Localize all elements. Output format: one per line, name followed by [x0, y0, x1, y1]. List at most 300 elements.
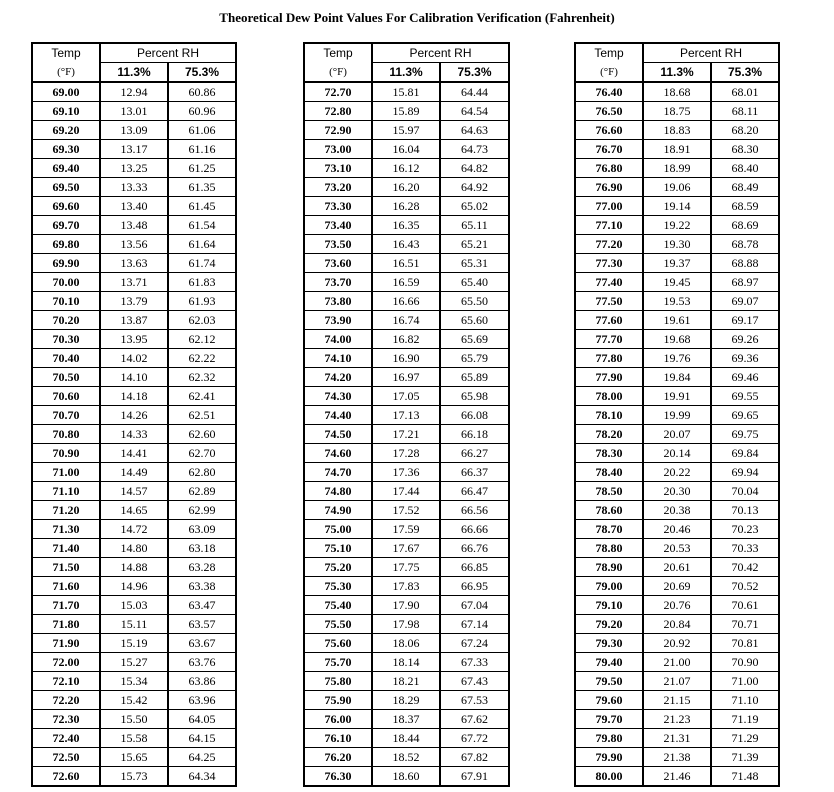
rh-11-cell: 13.01: [100, 102, 168, 121]
rh-75-cell: 67.43: [440, 672, 509, 691]
table-row: [32, 501, 236, 520]
table-row: [575, 444, 779, 463]
table-row: [304, 406, 509, 425]
rh-11-cell: 20.46: [643, 520, 711, 539]
table-row: [304, 463, 509, 482]
temp-cell: 72.40: [32, 729, 100, 748]
rh-75-cell: 63.18: [168, 539, 236, 558]
rh-11-cell: 15.97: [372, 121, 440, 140]
temp-cell: 79.20: [575, 615, 643, 634]
table-row: [32, 539, 236, 558]
temp-cell: 76.50: [575, 102, 643, 121]
temp-cell: 71.30: [32, 520, 100, 539]
rh-75-cell: 61.35: [168, 178, 236, 197]
rh-75-cell: 68.49: [711, 178, 779, 197]
table-row: [32, 387, 236, 406]
table-row: [304, 178, 509, 197]
rh-75-cell: 62.70: [168, 444, 236, 463]
table-row: [304, 425, 509, 444]
temp-cell: 69.40: [32, 159, 100, 178]
rh-75-cell: 63.28: [168, 558, 236, 577]
table-row: [304, 748, 509, 767]
table-row: [32, 653, 236, 672]
rh-11-cell: 13.33: [100, 178, 168, 197]
table-row: [575, 520, 779, 539]
table-row: [32, 102, 236, 121]
temp-cell: 75.40: [304, 596, 372, 615]
rh-75-cell: 69.26: [711, 330, 779, 349]
table-row: [575, 653, 779, 672]
temp-cell: 74.70: [304, 463, 372, 482]
rh-11-cell: 17.21: [372, 425, 440, 444]
rh-11-cell: 17.59: [372, 520, 440, 539]
table-row: [32, 159, 236, 178]
temp-cell: 69.20: [32, 121, 100, 140]
temp-cell: 69.70: [32, 216, 100, 235]
rh-11-cell: 16.82: [372, 330, 440, 349]
rh-11-cell: 20.22: [643, 463, 711, 482]
table-row: [32, 729, 236, 748]
table-row: [304, 140, 509, 159]
rh-75-cell: 67.91: [440, 767, 509, 787]
rh-11-cell: 14.65: [100, 501, 168, 520]
rh-75-cell: 71.10: [711, 691, 779, 710]
rh-75-cell: 62.41: [168, 387, 236, 406]
rh-75-cell: 70.71: [711, 615, 779, 634]
rh-11-cell: 21.15: [643, 691, 711, 710]
rh-75-cell: 70.52: [711, 577, 779, 596]
rh-11-cell: 12.94: [100, 82, 168, 102]
table-row: [32, 463, 236, 482]
rh-75-cell: 70.42: [711, 558, 779, 577]
table-row: [32, 216, 236, 235]
table-row: [304, 387, 509, 406]
rh-11-cell: 15.50: [100, 710, 168, 729]
rh-75-cell: 71.48: [711, 767, 779, 787]
rh-11-cell: 15.34: [100, 672, 168, 691]
table-row: [304, 235, 509, 254]
rh-11-cell: 14.57: [100, 482, 168, 501]
table-row: [575, 330, 779, 349]
rh-75-cell: 63.67: [168, 634, 236, 653]
table-row: [32, 82, 236, 102]
rh-75-cell: 64.54: [440, 102, 509, 121]
rh-11-cell: 15.27: [100, 653, 168, 672]
table-row: [304, 82, 509, 102]
temp-cell: 76.00: [304, 710, 372, 729]
temp-cell: 77.30: [575, 254, 643, 273]
table-row: [304, 159, 509, 178]
table-row: [575, 273, 779, 292]
temp-cell: 72.00: [32, 653, 100, 672]
temp-cell: 76.80: [575, 159, 643, 178]
temp-cell: 72.90: [304, 121, 372, 140]
table-row: [304, 615, 509, 634]
table-row: [304, 330, 509, 349]
table-row: [304, 102, 509, 121]
rh-11-cell: 20.61: [643, 558, 711, 577]
temp-cell: 71.80: [32, 615, 100, 634]
rh-11-cell: 15.42: [100, 691, 168, 710]
rh-75-cell: 67.33: [440, 653, 509, 672]
rh-75-cell: 65.69: [440, 330, 509, 349]
table-row: [575, 235, 779, 254]
temp-cell: 75.50: [304, 615, 372, 634]
rh-75-cell: 61.74: [168, 254, 236, 273]
table-row: [304, 558, 509, 577]
temp-cell: 79.70: [575, 710, 643, 729]
rh-11-cell: 19.53: [643, 292, 711, 311]
rh-11-cell: 19.45: [643, 273, 711, 292]
table-row: [575, 159, 779, 178]
rh-75-cell: 65.02: [440, 197, 509, 216]
rh-11-cell: 18.75: [643, 102, 711, 121]
temp-cell: 69.10: [32, 102, 100, 121]
temp-cell: 73.30: [304, 197, 372, 216]
rh-75-cell: 68.20: [711, 121, 779, 140]
rh-11-cell: 17.90: [372, 596, 440, 615]
table-row: [304, 729, 509, 748]
rh-75-cell: 62.60: [168, 425, 236, 444]
rh-75-cell: 71.00: [711, 672, 779, 691]
rh-75-cell: 63.76: [168, 653, 236, 672]
temp-cell: 78.80: [575, 539, 643, 558]
table-row: [575, 482, 779, 501]
temp-cell: 73.40: [304, 216, 372, 235]
rh-75-cell: 68.69: [711, 216, 779, 235]
temp-cell: 74.30: [304, 387, 372, 406]
rh-11-cell: 21.46: [643, 767, 711, 787]
rh-75-cell: 69.65: [711, 406, 779, 425]
rh-75-cell: 63.96: [168, 691, 236, 710]
table-row: [575, 197, 779, 216]
rh-75-cell: 61.54: [168, 216, 236, 235]
rh-75-cell: 66.56: [440, 501, 509, 520]
temp-unit-header: (°F): [575, 63, 643, 83]
rh-75-cell: 67.53: [440, 691, 509, 710]
rh-11-cell: 20.76: [643, 596, 711, 615]
rh-75-cell: 61.64: [168, 235, 236, 254]
table-row: [575, 672, 779, 691]
temp-cell: 74.10: [304, 349, 372, 368]
temp-cell: 78.00: [575, 387, 643, 406]
rh-75-cell: 63.57: [168, 615, 236, 634]
rh-11-cell: 16.74: [372, 311, 440, 330]
rh-11-cell: 20.14: [643, 444, 711, 463]
rh-75-cell: 69.94: [711, 463, 779, 482]
rh-11-cell: 15.58: [100, 729, 168, 748]
rh-75-cell: 66.66: [440, 520, 509, 539]
table-row: [575, 102, 779, 121]
table-row: [575, 615, 779, 634]
rh-75-cell: 69.17: [711, 311, 779, 330]
percent-rh-header: Percent RH: [372, 43, 509, 63]
temp-cell: 79.10: [575, 596, 643, 615]
dew-point-table-1: [31, 42, 237, 787]
rh-11-cell: 19.91: [643, 387, 711, 406]
temp-header: Temp: [32, 43, 100, 63]
table-row: [575, 463, 779, 482]
rh-75-cell: 62.03: [168, 311, 236, 330]
table-row: [575, 368, 779, 387]
rh-11-header: 11.3%: [643, 63, 711, 83]
rh-11-cell: 13.87: [100, 311, 168, 330]
temp-cell: 71.40: [32, 539, 100, 558]
table-row: [32, 254, 236, 273]
rh-11-cell: 20.69: [643, 577, 711, 596]
table-row: [304, 672, 509, 691]
table-row: [32, 406, 236, 425]
temp-cell: 72.60: [32, 767, 100, 787]
rh-75-cell: 68.97: [711, 273, 779, 292]
rh-11-cell: 18.52: [372, 748, 440, 767]
rh-75-cell: 65.98: [440, 387, 509, 406]
rh-75-cell: 68.30: [711, 140, 779, 159]
temp-cell: 71.90: [32, 634, 100, 653]
rh-11-cell: 18.14: [372, 653, 440, 672]
rh-75-cell: 61.06: [168, 121, 236, 140]
table-row: [32, 767, 236, 787]
table-row: [575, 406, 779, 425]
temp-cell: 70.10: [32, 292, 100, 311]
temp-cell: 76.30: [304, 767, 372, 787]
temp-cell: 75.30: [304, 577, 372, 596]
rh-75-cell: 65.11: [440, 216, 509, 235]
temp-cell: 74.80: [304, 482, 372, 501]
dew-point-table-3: [574, 42, 780, 787]
rh-11-cell: 19.76: [643, 349, 711, 368]
rh-11-cell: 16.51: [372, 254, 440, 273]
rh-11-cell: 15.19: [100, 634, 168, 653]
table-row: [304, 767, 509, 787]
rh-11-cell: 14.96: [100, 577, 168, 596]
temp-cell: 76.90: [575, 178, 643, 197]
rh-11-cell: 19.37: [643, 254, 711, 273]
table-row: [575, 710, 779, 729]
temp-cell: 74.40: [304, 406, 372, 425]
rh-11-cell: 19.68: [643, 330, 711, 349]
table-row: [304, 349, 509, 368]
temp-cell: 70.20: [32, 311, 100, 330]
rh-75-cell: 61.83: [168, 273, 236, 292]
rh-11-cell: 17.44: [372, 482, 440, 501]
temp-cell: 79.80: [575, 729, 643, 748]
table-row: [575, 577, 779, 596]
rh-75-cell: 67.14: [440, 615, 509, 634]
table-body: [575, 82, 779, 786]
rh-75-cell: 65.79: [440, 349, 509, 368]
rh-11-cell: 15.03: [100, 596, 168, 615]
temp-cell: 72.50: [32, 748, 100, 767]
table-row: [32, 444, 236, 463]
temp-cell: 75.60: [304, 634, 372, 653]
temp-cell: 71.60: [32, 577, 100, 596]
table-row: [32, 292, 236, 311]
temp-cell: 75.20: [304, 558, 372, 577]
rh-11-cell: 16.12: [372, 159, 440, 178]
rh-75-cell: 64.05: [168, 710, 236, 729]
table-row: [304, 596, 509, 615]
rh-75-cell: 69.07: [711, 292, 779, 311]
rh-11-header: 11.3%: [100, 63, 168, 83]
table-row: [32, 520, 236, 539]
rh-11-cell: 18.83: [643, 121, 711, 140]
temp-cell: 73.50: [304, 235, 372, 254]
temp-cell: 71.20: [32, 501, 100, 520]
temp-cell: 78.10: [575, 406, 643, 425]
rh-75-cell: 70.13: [711, 501, 779, 520]
rh-75-cell: 71.29: [711, 729, 779, 748]
rh-75-cell: 62.32: [168, 368, 236, 387]
temp-cell: 76.70: [575, 140, 643, 159]
temp-cell: 70.40: [32, 349, 100, 368]
temp-cell: 73.00: [304, 140, 372, 159]
rh-11-cell: 18.29: [372, 691, 440, 710]
table-row: [575, 539, 779, 558]
rh-75-cell: 68.40: [711, 159, 779, 178]
rh-75-cell: 64.25: [168, 748, 236, 767]
rh-75-cell: 63.86: [168, 672, 236, 691]
temp-cell: 74.00: [304, 330, 372, 349]
table-row: [575, 729, 779, 748]
rh-75-cell: 63.09: [168, 520, 236, 539]
table-row: [32, 178, 236, 197]
rh-11-cell: 14.18: [100, 387, 168, 406]
rh-75-cell: 62.99: [168, 501, 236, 520]
table-row: [575, 748, 779, 767]
rh-11-cell: 18.06: [372, 634, 440, 653]
temp-cell: 74.50: [304, 425, 372, 444]
table-row: [32, 691, 236, 710]
temp-cell: 75.80: [304, 672, 372, 691]
temp-cell: 79.40: [575, 653, 643, 672]
rh-75-cell: 71.19: [711, 710, 779, 729]
rh-75-cell: 67.62: [440, 710, 509, 729]
table-row: [575, 311, 779, 330]
table-row: [304, 634, 509, 653]
temp-cell: 69.00: [32, 82, 100, 102]
temp-cell: 77.90: [575, 368, 643, 387]
rh-11-cell: 21.07: [643, 672, 711, 691]
temp-cell: 79.90: [575, 748, 643, 767]
table-row: [575, 82, 779, 102]
table-row: [32, 368, 236, 387]
rh-75-cell: 64.34: [168, 767, 236, 787]
temp-cell: 80.00: [575, 767, 643, 787]
table-row: [304, 254, 509, 273]
table-row: [575, 558, 779, 577]
table-row: [304, 273, 509, 292]
rh-75-cell: 60.96: [168, 102, 236, 121]
table-row: [575, 387, 779, 406]
table-row: [32, 273, 236, 292]
rh-75-cell: 62.51: [168, 406, 236, 425]
rh-11-cell: 17.98: [372, 615, 440, 634]
temp-cell: 78.70: [575, 520, 643, 539]
table-row: [304, 292, 509, 311]
rh-11-cell: 16.97: [372, 368, 440, 387]
table-row: [32, 615, 236, 634]
rh-11-cell: 15.11: [100, 615, 168, 634]
rh-75-cell: 61.93: [168, 292, 236, 311]
rh-11-cell: 17.13: [372, 406, 440, 425]
rh-11-cell: 14.02: [100, 349, 168, 368]
rh-75-header: 75.3%: [168, 63, 236, 83]
temp-cell: 77.00: [575, 197, 643, 216]
rh-11-cell: 15.81: [372, 82, 440, 102]
table-row: [575, 178, 779, 197]
rh-75-cell: 62.89: [168, 482, 236, 501]
rh-11-cell: 19.99: [643, 406, 711, 425]
rh-11-cell: 18.91: [643, 140, 711, 159]
temp-cell: 77.40: [575, 273, 643, 292]
rh-11-cell: 19.14: [643, 197, 711, 216]
table-row: [32, 482, 236, 501]
rh-11-cell: 15.89: [372, 102, 440, 121]
temp-cell: 77.10: [575, 216, 643, 235]
temp-cell: 70.00: [32, 273, 100, 292]
rh-75-cell: 66.08: [440, 406, 509, 425]
rh-75-cell: 68.11: [711, 102, 779, 121]
rh-11-cell: 19.22: [643, 216, 711, 235]
rh-11-cell: 18.21: [372, 672, 440, 691]
temp-cell: 77.60: [575, 311, 643, 330]
temp-cell: 75.90: [304, 691, 372, 710]
rh-11-cell: 19.30: [643, 235, 711, 254]
temp-cell: 72.70: [304, 82, 372, 102]
temp-cell: 73.80: [304, 292, 372, 311]
rh-75-cell: 70.23: [711, 520, 779, 539]
table-row: [32, 311, 236, 330]
table-row: [304, 311, 509, 330]
temp-cell: 78.50: [575, 482, 643, 501]
temp-cell: 73.20: [304, 178, 372, 197]
rh-11-cell: 16.66: [372, 292, 440, 311]
rh-11-cell: 21.00: [643, 653, 711, 672]
temp-cell: 72.80: [304, 102, 372, 121]
temp-cell: 79.60: [575, 691, 643, 710]
rh-11-cell: 14.49: [100, 463, 168, 482]
table-row: [304, 197, 509, 216]
table-row: [304, 577, 509, 596]
rh-75-cell: 66.18: [440, 425, 509, 444]
rh-75-cell: 65.21: [440, 235, 509, 254]
rh-75-cell: 66.37: [440, 463, 509, 482]
percent-rh-header: Percent RH: [100, 43, 236, 63]
rh-11-cell: 17.05: [372, 387, 440, 406]
temp-cell: 78.90: [575, 558, 643, 577]
temp-cell: 71.00: [32, 463, 100, 482]
rh-75-header: 75.3%: [711, 63, 779, 83]
temp-cell: 71.70: [32, 596, 100, 615]
rh-75-cell: 65.31: [440, 254, 509, 273]
rh-11-cell: 14.10: [100, 368, 168, 387]
rh-75-cell: 69.84: [711, 444, 779, 463]
rh-11-cell: 13.63: [100, 254, 168, 273]
temp-cell: 73.10: [304, 159, 372, 178]
rh-11-cell: 16.04: [372, 140, 440, 159]
rh-75-cell: 61.45: [168, 197, 236, 216]
temp-cell: 73.90: [304, 311, 372, 330]
rh-11-cell: 18.44: [372, 729, 440, 748]
rh-11-cell: 18.60: [372, 767, 440, 787]
table-row: [304, 710, 509, 729]
rh-11-cell: 14.72: [100, 520, 168, 539]
table-row: [32, 349, 236, 368]
temp-cell: 70.30: [32, 330, 100, 349]
table-row: [304, 691, 509, 710]
rh-75-cell: 69.36: [711, 349, 779, 368]
